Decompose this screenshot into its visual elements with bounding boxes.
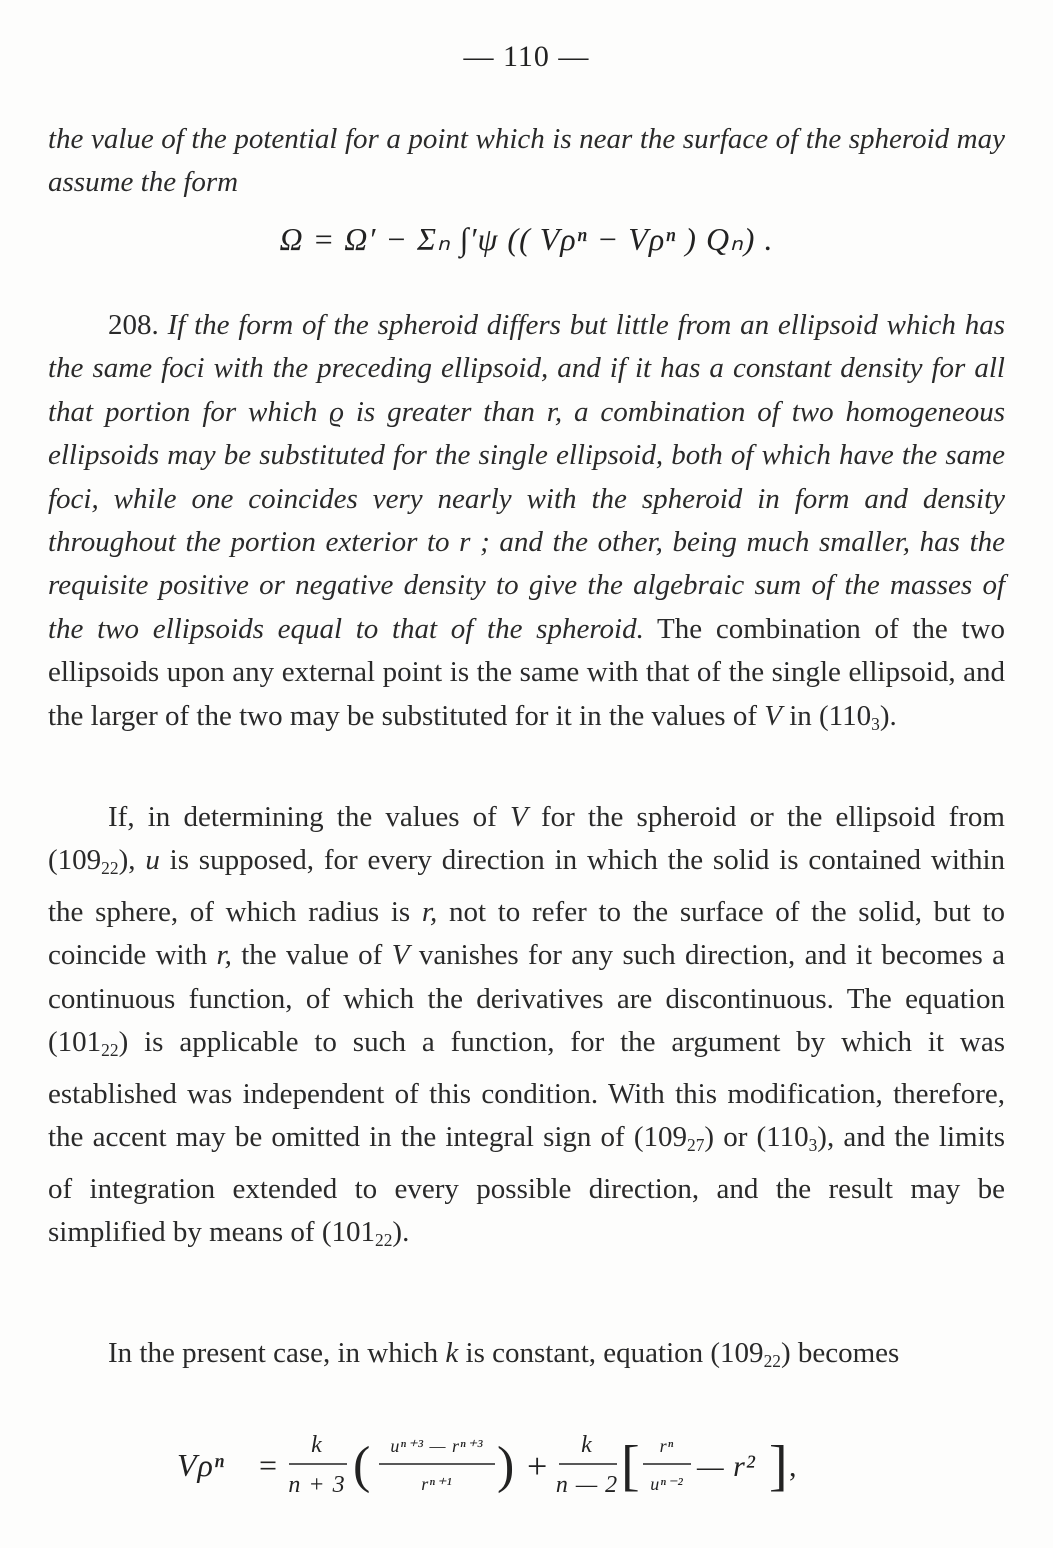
right-bracket: ] [768,1435,789,1497]
text-run: ) is applicable to such a function, for the argument by which it was established was independent of this condition. With this modification, therefore, the accent may be omitted in the integral sign of (109 [48,1026,1005,1154]
frac1-denominator: n + 3 [287,1472,346,1498]
frac1-numerator: k [310,1432,323,1458]
paragraph-if-determining [48,796,1005,1263]
eq-plus: + [526,1446,548,1486]
equation-v-svg [167,1418,887,1518]
text-run: vanishes for any such direction, and it becomes a continuous function, of which the derivatives are discontinuous. The equation (101 [48,939,1006,1059]
text-run: ) becomes [780,1337,900,1369]
left-bracket: [ [620,1435,641,1497]
page-number: — 110 — [463,40,590,73]
variable-r: r, [421,896,438,929]
section-208-italic-text: If the form of the spheroid differs but little from an ellipsoid which has the same foci with the preceding ellipsoid, and if it has a constant density for all that portion for which ϱ is greater than r, a combination of two homogeneous ellipsoids may be substituted for the single ellipsoid, both of which have the same foci, while one coincides very nearly with the spheroid in form and density throughout the portion exterior to r ; and the other, being much smaller, has the requisite positive or negative density to give the algebraic sum of the masses of the two ellipsoids equal to that of the spheroid. [48,309,1006,645]
equation-omega: Ω = Ω′ − Σₙ ∫′ψ (( Vρⁿ − Vρⁿ ) Qₙ) . [279,221,774,257]
variable-r: r, [216,939,232,972]
bracket-numerator: rⁿ [659,1436,674,1456]
text-run: ), [118,844,136,877]
right-paren: ) [496,1437,515,1494]
variable-v: V [510,801,528,833]
bracket-denominator: uⁿ⁻² [649,1474,684,1494]
text-run: the value of [241,939,383,972]
variable-v: V [764,699,782,732]
variable-v: V [391,939,410,972]
text-run: not to refer to the surface of the solid, but to coincide with [48,896,1006,972]
section-208-roman-text-a: The combination of the two ellipsoids upon any external point is the same with that of the single ellipsoid, and the larger of the two may be substituted for it in the values of [48,612,1005,732]
frac2-numerator: k [580,1432,593,1458]
trailing-comma: , [788,1450,797,1483]
section-number: 208. [108,309,159,341]
section-208-paragraph [48,304,1005,746]
text-run: for the spheroid or the ellipsoid from (109 [48,801,1005,877]
subscript: 22 [375,1230,393,1251]
text-run: ), and the limits of integration extended to every possible direction, and the result may be simplified by means of (101 [48,1121,1006,1249]
intro-paragraph: the value of the potential for a point which is near the surface of the spheroid may assume the form [48,123,1005,199]
subscript: 3 [808,1135,818,1156]
text-run: ). [392,1216,410,1249]
subscript: 22 [763,1351,781,1372]
left-paren: ( [352,1437,371,1494]
subscript: 3 [871,713,880,734]
text-run: In the present case, in which [108,1337,439,1369]
text-run: is constant, equation (109 [465,1337,764,1369]
equation-v [0,1418,1053,1518]
paragraph-present-case [48,1332,1005,1384]
paren-denominator: rⁿ⁺¹ [420,1474,453,1494]
text-run: is supposed, for every direction in which the solid is contained within the sphere, of which radius is [48,844,1006,929]
variable-k: k [445,1337,459,1369]
text-run: If, in determining the values of [108,801,497,833]
paren-numerator: uⁿ⁺³ — rⁿ⁺³ [389,1436,484,1456]
section-208-roman-text-c: ). [879,699,897,732]
subscript: 22 [101,858,119,879]
frac2-denominator: n — 2 [555,1472,618,1498]
minus-r-squared: — r² [696,1450,756,1483]
section-208-roman-text-b: in (110 [789,699,872,732]
subscript: 22 [101,1040,119,1061]
text-run: ) or (110 [704,1121,809,1154]
eq-equals: = [258,1447,278,1483]
eq-lhs: Vρⁿ [176,1447,225,1483]
subscript: 27 [687,1135,705,1156]
variable-u: u [145,844,160,877]
